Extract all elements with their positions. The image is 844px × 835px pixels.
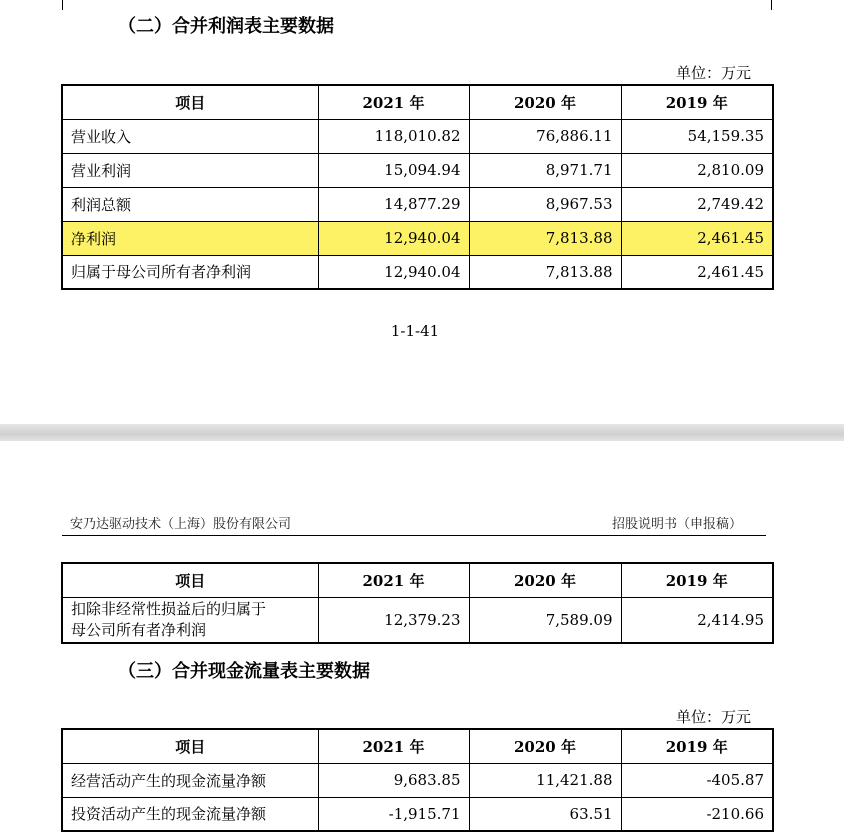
table-row-highlighted: [62, 221, 773, 255]
row-2020: 8,971.71: [469, 153, 621, 187]
row-2021: -1,915.71: [318, 797, 469, 831]
table-row: [62, 255, 773, 289]
row-2019: 2,810.09: [621, 153, 773, 187]
row-item-line2: 母公司所有者净利润: [71, 620, 207, 639]
header-document-type: 招股说明书（申报稿）: [612, 517, 743, 532]
section2-title: （二）合并利润表主要数据: [118, 16, 334, 37]
header-2019: 2019 年: [621, 85, 773, 119]
row-2021: 15,094.94: [318, 153, 469, 187]
page-1-left-margin-line: [62, 0, 63, 10]
row-2019: 2,749.42: [621, 187, 773, 221]
row-item: 净利润: [62, 221, 318, 255]
row-2020: 7,589.09: [469, 597, 621, 643]
header-2020: 2020 年: [469, 729, 621, 763]
table-row: [62, 763, 773, 797]
header-2021: 2021 年: [318, 563, 469, 597]
header-2020: 2020 年: [469, 85, 621, 119]
table-row: [62, 153, 773, 187]
row-2019: 2,461.45: [621, 221, 773, 255]
income-statement-table-continued: [61, 562, 774, 644]
header-rule: [62, 535, 766, 536]
header-item: 项目: [62, 563, 318, 597]
row-2020: 7,813.88: [469, 255, 621, 289]
row-item: 营业利润: [62, 153, 318, 187]
row-2021: 12,379.23: [318, 597, 469, 643]
table-row: [62, 597, 773, 643]
row-2019: 2,414.95: [621, 597, 773, 643]
section3-title: （三）合并现金流量表主要数据: [118, 661, 370, 682]
row-2019: 2,461.45: [621, 255, 773, 289]
table-row: [62, 187, 773, 221]
table-row: [62, 797, 773, 831]
header-item: 项目: [62, 729, 318, 763]
section2-unit: 单位：万元: [676, 64, 752, 82]
row-2020: 7,813.88: [469, 221, 621, 255]
table-header-row: [62, 85, 773, 119]
table-header-row: [62, 563, 773, 597]
row-2021: 12,940.04: [318, 221, 469, 255]
header-2021: 2021 年: [318, 85, 469, 119]
row-item: 经营活动产生的现金流量净额: [62, 763, 318, 797]
header-item: 项目: [62, 85, 318, 119]
row-2020: 8,967.53: [469, 187, 621, 221]
row-2021: 118,010.82: [318, 119, 469, 153]
row-item: 归属于母公司所有者净利润: [62, 255, 318, 289]
header-2020: 2020 年: [469, 563, 621, 597]
row-2020: 11,421.88: [469, 763, 621, 797]
row-item: 营业收入: [62, 119, 318, 153]
header-2019: 2019 年: [621, 729, 773, 763]
income-statement-table: [61, 84, 774, 290]
row-item: [62, 597, 318, 643]
row-2019: 54,159.35: [621, 119, 773, 153]
section3-unit: 单位：万元: [676, 708, 752, 726]
row-2021: 12,940.04: [318, 255, 469, 289]
header-company-name: 安乃达驱动技术（上海）股份有限公司: [70, 517, 292, 532]
page-1-right-margin-line: [771, 0, 772, 10]
header-2021: 2021 年: [318, 729, 469, 763]
row-2021: 14,877.29: [318, 187, 469, 221]
row-item: 利润总额: [62, 187, 318, 221]
row-2019: -405.87: [621, 763, 773, 797]
table-header-row: [62, 729, 773, 763]
row-item: 投资活动产生的现金流量净额: [62, 797, 318, 831]
page-number: 1-1-41: [390, 322, 440, 340]
table-row: [62, 119, 773, 153]
header-2019: 2019 年: [621, 563, 773, 597]
row-item-line1: 扣除非经常性损益后的归属于: [71, 599, 267, 618]
row-2020: 63.51: [469, 797, 621, 831]
page-separator: [0, 424, 844, 441]
row-2019: -210.66: [621, 797, 773, 831]
row-2021: 9,683.85: [318, 763, 469, 797]
row-2020: 76,886.11: [469, 119, 621, 153]
cash-flow-table: [61, 728, 774, 832]
